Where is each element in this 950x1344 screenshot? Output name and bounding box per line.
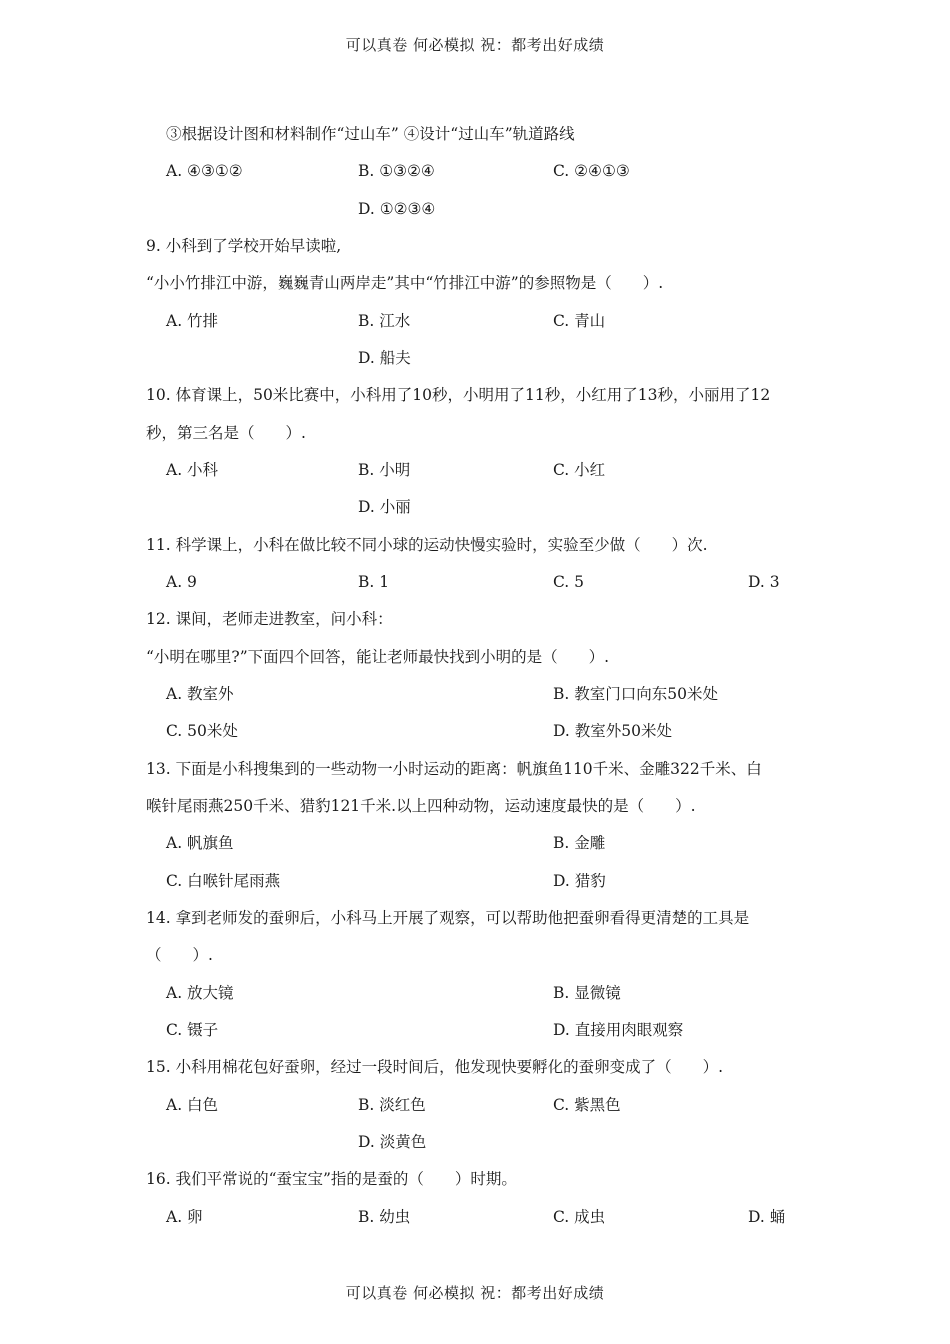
option-8-d: D. ①②③④: [358, 200, 436, 218]
option-14-a: A. 放大镜: [166, 984, 234, 1002]
option-13-b: B. 金雕: [553, 834, 606, 852]
option-8-b: B. ①③②④: [358, 162, 435, 180]
option-12-a: A. 教室外: [166, 685, 234, 703]
option-14-c: C. 镊子: [166, 1021, 219, 1039]
option-15-d: D. 淡黄色: [358, 1133, 427, 1151]
question-9-stem-line2: “小小竹排江中游，巍巍青山两岸走”其中“竹排江中游”的参照物是（ ）.: [146, 274, 664, 292]
option-10-b: B. 小明: [358, 461, 411, 479]
option-9-a: A. 竹排: [166, 312, 219, 330]
question-12-stem-line2: “小明在哪里?”下面四个回答，能让老师最快找到小明的是（ ）.: [146, 648, 610, 666]
option-12-d: D. 教室外50米处: [553, 722, 672, 740]
option-11-c: C. 5: [553, 573, 585, 591]
option-15-c: C. 紫黑色: [553, 1096, 621, 1114]
question-11-stem: 11. 科学课上，小科在做比较不同小球的运动快慢实验时，实验至少做（ ）次.: [146, 536, 708, 554]
question-16-stem: 16. 我们平常说的“蚕宝宝”指的是蚕的（ ）时期。: [146, 1170, 517, 1188]
question-9-stem: 9. 小科到了学校开始早读啦,: [146, 237, 342, 255]
option-11-b: B. 1: [358, 573, 390, 591]
option-14-b: B. 显微镜: [553, 984, 621, 1002]
question-10-stem: 10. 体育课上，50米比赛中，小科用了10秒，小明用了11秒，小红用了13秒，小丽用了12: [146, 386, 771, 404]
question-12-stem: 12. 课间，老师走进教室，问小科：: [146, 610, 393, 628]
question-14-stem-line2: （ ）.: [146, 946, 213, 964]
option-11-d: D. 3: [748, 573, 780, 591]
question-10-stem-line2: 秒，第三名是（ ）.: [146, 424, 306, 442]
option-13-d: D. 猎豹: [553, 872, 606, 890]
page-footer: 可以真卷 何必模拟 祝：都考出好成绩: [345, 1284, 605, 1302]
option-16-a: A. 卵: [166, 1208, 203, 1226]
option-11-a: A. 9: [166, 573, 197, 591]
option-8-a: A. ④③①②: [166, 162, 243, 180]
option-13-c: C. 白喉针尾雨燕: [166, 872, 281, 890]
option-13-a: A. 帆旗鱼: [166, 834, 234, 852]
page-header: 可以真卷 何必模拟 祝：都考出好成绩: [345, 36, 605, 54]
option-9-d: D. 船夫: [358, 349, 411, 367]
option-12-b: B. 教室门口向东50米处: [553, 685, 718, 703]
option-12-c: C. 50米处: [166, 722, 238, 740]
question-13-stem-line2: 喉针尾雨燕250千米、猎豹121千米.以上四种动物，运动速度最快的是（ ）.: [146, 797, 696, 815]
question-15-stem: 15. 小科用棉花包好蚕卵，经过一段时间后，他发现快要孵化的蚕卵变成了（ ）.: [146, 1058, 724, 1076]
question-13-stem: 13. 下面是小科搜集到的一些动物一小时运动的距离：帆旗鱼110千米、金雕322千米、白: [146, 760, 762, 778]
option-9-c: C. 青山: [553, 312, 606, 330]
option-16-d: D. 蛹: [748, 1208, 786, 1226]
option-15-a: A. 白色: [166, 1096, 219, 1114]
question-8-continuation: ③根据设计图和材料制作“过山车” ④设计“过山车”轨道路线: [166, 125, 575, 143]
option-16-b: B. 幼虫: [358, 1208, 411, 1226]
option-10-a: A. 小科: [166, 461, 219, 479]
option-10-d: D. 小丽: [358, 498, 411, 516]
option-16-c: C. 成虫: [553, 1208, 606, 1226]
option-14-d: D. 直接用肉眼观察: [553, 1021, 684, 1039]
question-14-stem: 14. 拿到老师发的蚕卵后，小科马上开展了观察，可以帮助他把蚕卵看得更清楚的工具是: [146, 909, 750, 927]
option-9-b: B. 江水: [358, 312, 411, 330]
option-8-c: C. ②④①③: [553, 162, 630, 180]
option-15-b: B. 淡红色: [358, 1096, 426, 1114]
option-10-c: C. 小红: [553, 461, 606, 479]
